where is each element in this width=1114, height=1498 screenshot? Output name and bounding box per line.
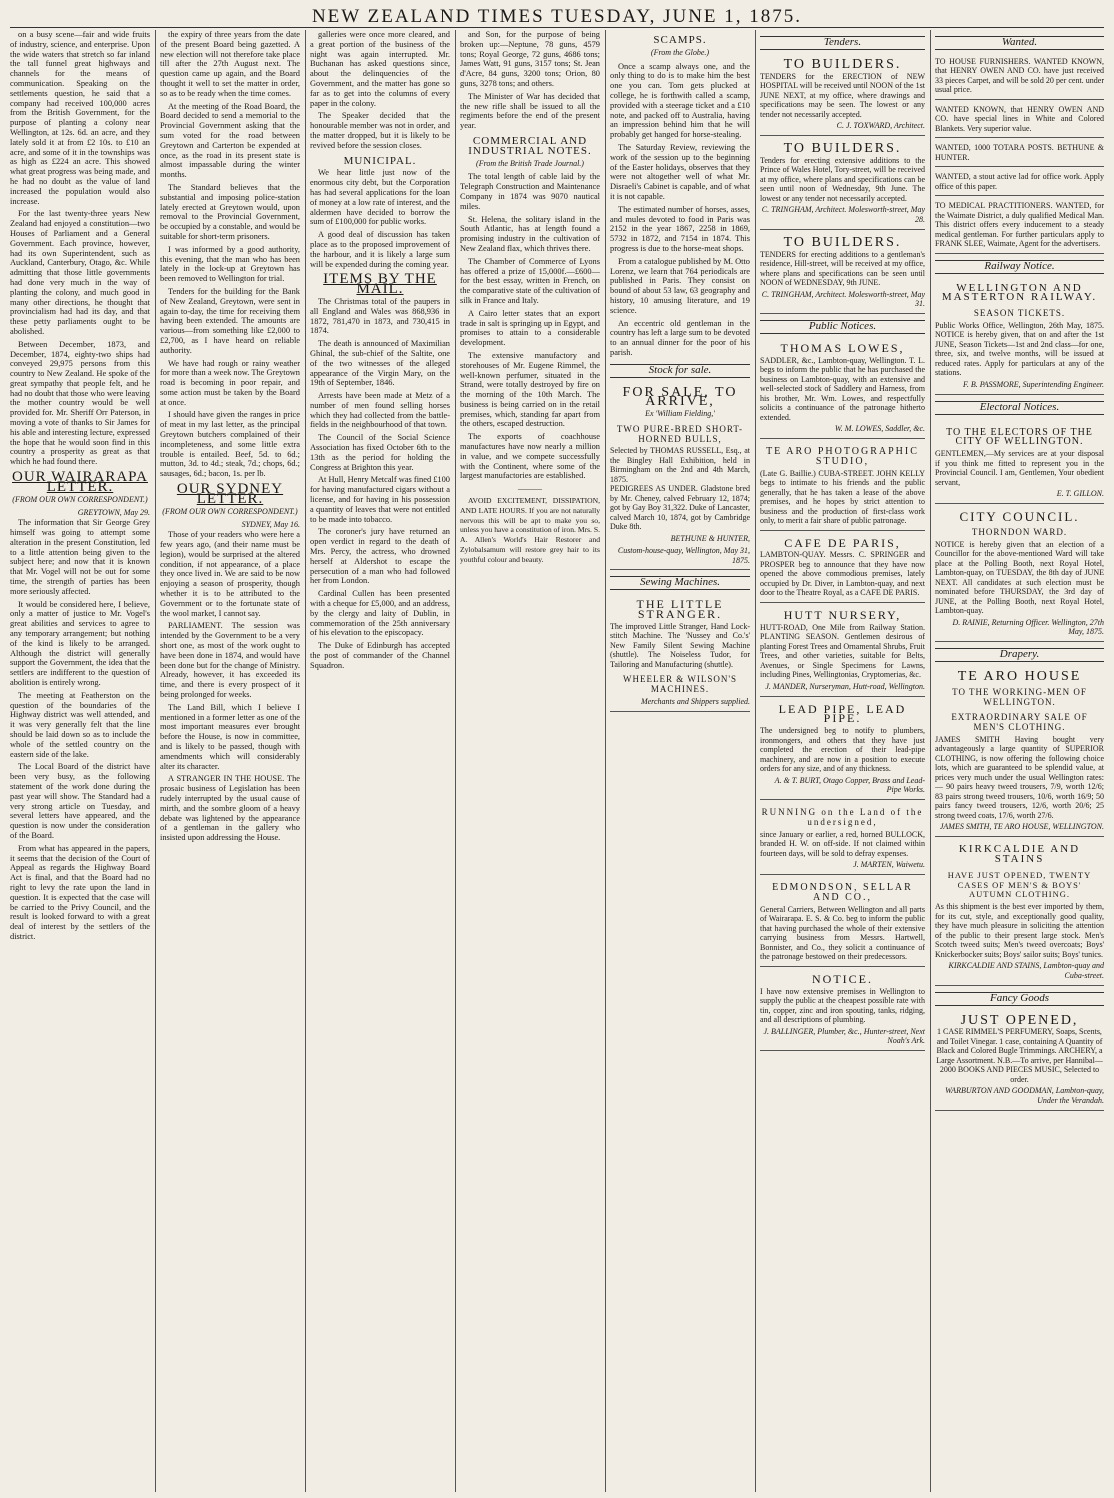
public-notice <box>760 533 925 603</box>
public-notice <box>760 605 925 697</box>
column-7 <box>935 30 1104 1492</box>
col1-letter-paragraph: The meeting at Featherston on the question of the boundaries of the Highway district was well attended, and it was very generally felt that the line should be laid down so as to include the whole of the settled country on the eastern side of the lake. <box>10 690 150 759</box>
drapery-ad <box>935 666 1104 837</box>
stock-for-sale-section: Stock for sale. <box>610 364 750 378</box>
tender-ad <box>760 138 925 230</box>
col5-paragraph: From a catalogue published by M. Otto Lorenz, we learn that 764 periodicals are published in Paris. They consist on bound of about 53 law, 63 geography and history, 10 amusing literature, and 19 science. <box>610 256 750 315</box>
wanted-ad <box>935 102 1104 139</box>
public-notice-title: RUNNING on the Land of the undersigned, <box>761 807 924 828</box>
kirkcaldie-ad-title: KIRKCALDIE AND STAINS <box>958 843 1081 866</box>
col3-paragraph: galleries were once more cleared, and a great portion of the business of the night was again interrupted. Mr. Buchanan has asked questions since, about the delinquencies of the Government, and the matter has gone so far as to get into the columns of every paper in the colony. <box>310 30 450 108</box>
col1-letter-paragraph: The Local Board of the district have been very busy, as the following statement of the work done during the past year will show. The Standard had a very strong article on Tuesday, and several letters have appeared, and the question is now under the consideration of the Board. <box>10 762 150 840</box>
kirkcaldie-ad-body: As this shipment is the best ever imported by them, for its cut, style, and exceptionally good quality, they have much pleasure in soliciting the attention of the public to their present large stock. Men's Scotch tweed suits; Men's tweed overcoats; Boys' Knickerbocker suits; Boys' sailor suits; Boys' tunics. <box>935 902 1104 959</box>
col3-paragraph: The Speaker decided that the honourable member was not in order, and the matter dropped, but it is likely to be revived before the session closes. <box>310 111 450 150</box>
public-notice-body: (Late G. Baillie.) CUBA-STREET. JOHN KELLY begs to intimate to his friends and the public generally, that he has taken a lease of the above premises, and he hopes by strict attention to business and the production of first-class work only, to merit a fair share of public patronage. <box>760 468 925 526</box>
tender-ad-title: TO BUILDERS. <box>783 140 902 156</box>
city-council-subtitle: THORNDON WARD. <box>971 526 1068 537</box>
col3-mail-item: The Council of the Social Science Association has fixed October 6th to the 13th as the period for holding the Congress at Brighton this year. <box>310 433 450 472</box>
public-notice-sign: W. M. LOWES, Saddler, &c. <box>834 424 925 434</box>
col3-mail-item: The Christmas total of the paupers in all England and Wales was 868,936 in 1872, 781,470 in 1873, and 730,415 in 1874. <box>310 296 450 336</box>
col2-letter-paragraph: A STRANGER IN THE HOUSE. The prosaic business of Legislation has been rudely interrupted by the usual cause of mirth, and the sombre gloom of a heavy debate was lightened by the appearance of a gentleman in the gallery who insisted upon addressing the House. <box>160 774 300 843</box>
kirkcaldie-ad <box>935 839 1104 986</box>
electoral-ad-title: TO THE ELECTORS OF THE CITY OF WELLINGTON. <box>946 426 1093 448</box>
col4-note: The Chamber of Commerce of Lyons has offered a prize of 15,000f.—£600—for the best essay, written in French, on the comparative state of the cultivation of silk in France and Italy. <box>460 256 600 305</box>
col3-mail-item: The coroner's jury have returned an open verdict in regard to the death of Mrs. Percy, the actress, who drowned herself at Aldershot to escape the persecution of a man who had followed her from London. <box>310 527 450 586</box>
col1-paragraphs <box>10 30 150 467</box>
tender-ad-title: TO BUILDERS. <box>783 56 902 72</box>
masthead: NEW ZEALAND TIMES TUESDAY, JUNE 1, 1875. <box>311 6 803 27</box>
fancy-goods-title: JUST OPENED, <box>960 1012 1079 1028</box>
public-notice-title: TE ARO PHOTOGRAPHIC STUDIO, <box>766 446 919 467</box>
stock-advertisement <box>610 382 750 571</box>
col4-note: A Cairo letter states that an export trade in salt is springing up in Egypt, and promises to attain to a considerable development. <box>460 308 600 348</box>
column-2 <box>160 30 300 1492</box>
public-notice-title: NOTICE. <box>812 971 873 986</box>
drapery-ad-subtitle: TO THE WORKING-MEN OF WELLINGTON. <box>952 686 1087 707</box>
railway-ad-body: Public Works Office, Wellington, 26th May, 1875. NOTICE is hereby given, that on and after the 1st JUNE, Season Tickets—1st and 2nd class—for one, three, six, and twelve months, will be issued at reduced rates. Apply for particulars at any of the stations. <box>935 320 1104 378</box>
tenders-section: Tenders. <box>760 36 925 50</box>
railway-ad-title: WELLINGTON AND MASTERTON RAILWAY. <box>941 281 1098 304</box>
fancy-goods-sign: WARBURTON AND GOODMAN, Lambton-quay, Under the Verandah. <box>945 1086 1104 1106</box>
drapery-section: Drapery. <box>935 648 1104 662</box>
wanted-ad <box>935 54 1104 100</box>
col1-letter-paragraph: From what has appeared in the papers, it seems that the decision of the Court of Appeal as regards the Highway Board Act is final, and that the Board had no right to levy the rate upon the land in question. It is expected that the case will be carried to the Privy Council, and the result is looked forward to with a great deal of interest by the settlers of the district. <box>10 843 150 941</box>
col3-mail-item: The death is announced of Maximilian Ghinal, the sub-chief of the Saltite, one of the two witnesses of the alleged appearance of the Virgin Mary, on the 19th of September, 1846. <box>310 339 450 388</box>
public-notice <box>760 441 925 531</box>
public-notice-title: CAFE DE PARIS, <box>784 535 901 550</box>
drapery-ad-body: JAMES SMITH Having bought very advantageously a large quantity of SUPERIOR CLOTHING, is now offering the following choice lots, which are guaranteed to be splendid value, at prices very much under the usual Wellington rates:— 90 pairs heavy tweed trousers, 7/9, worth 12/6; 83 pairs strong tweed trousers, 10/6, worth 16/9; 50 pairs fancy tweed trousers, 12/6, worth 20/6; 25 strong tweed coats, 17/6, worth 27/6. <box>935 734 1104 820</box>
wairarapa-dateline: GREYTOWN, May 29. <box>77 508 150 518</box>
column-4: and Son, for the purpose of being broken up:—Neptune, 78 guns, 4579 tons; Royal George, 72 guns, 4686 tons; James Watt, 91 guns, 3157 tons; St. Jean d'Acre, 84 guns, 3200 tons; Orion, 80 guns, 3278 tons; and others. The Minister of War has decided that the new rifle shall be issued to all the regiments before the end of the present year. COMMERCIAL AND INDUSTRIAL NOTES. (From the British Trade Journal.) The total length of cable laid by the Telegraph Construction and Maintenance Company in 1874 was 9070 nautical miles. St. Helena, the solitary island in the South Atlantic, has at length found a promising industry in the cultivation of New Zealand flax, which thrives there. The Chamber of Commerce of Lyons has offered a prize of 15,000f.—£600—for the best essay, written in French, on the comparative state of the cultivation of silk in France and Italy. A Cairo letter states that an export trade in salt is springing up in Egypt, and promises to attain to a considerable development. The extensive manufactory and storehouses of Mr. Eugene Rimmel, the well-known perfumer, situated in the Strand, were totally destroyed by fire on the morning of the 10th March. The business is being carried on in the retail premises, which, standing far apart from the others, escaped destruction. The exports of coachhouse manufactures have now nearly a million in value, and we compete successfully with the Continent, where some of the largest manufactories are established. ——— AVOID EXCITEMENT, DISSIPATION, AND LATE HOURS. If you are not naturally nervous this will be apt to make you so, unless you have a constitution of iron. Mrs. S. A. Allen's World's Hair Restorer and Zylobalsamum will restore grey hair to its youthful colour and beauty. <box>460 30 600 564</box>
public-notice-sign: J. BALLINGER, Plumber, &c., Hunter-street, Next Noah's Ark. <box>763 1026 925 1046</box>
col3-mail-item: Cardinal Cullen has been presented with a cheque for £5,000, and an address, by the clergy and laity of Dublin, in commemoration of the 25th anniversary of his elevation to the episcopacy. <box>310 589 450 638</box>
col5-paragraph: The estimated number of horses, asses, and mules devoted to food in Paris was 2152 in the year 1867, 2258 in 1869, 5732 in 1872, and 7154 in 1874. This progress is due to the horse-meat shops. <box>610 204 750 253</box>
col3-mail-item: The Duke of Edinburgh has accepted the post of commander of the Channel Squadron. <box>310 641 450 670</box>
col3-municipal-paragraph: We hear little just now of the enormous city debt, but the Corporation has had several applications for the loan of money at a low rate of interest, and the aldermen have decided to borrow the sum of £100,000 for public works. <box>310 168 450 227</box>
tender-ad <box>760 54 925 136</box>
sydney-letter-subheading: (FROM OUR OWN CORRESPONDENT.) <box>162 506 298 516</box>
wanted-ad-body: TO HOUSE FURNISHERS. WANTED KNOWN, that HENRY OWEN AND CO. have just received 33 pieces Carpet, and will be sold 20 per cent. under usual price. <box>935 56 1104 95</box>
col4-note: The exports of coachhouse manufactures have now nearly a million in value, and we compete successfully with the Continent, where some of the largest manufactories are established. <box>460 432 600 481</box>
fancy-goods-section: Fancy Goods <box>935 992 1104 1006</box>
stock-ad-sign: BETHUNE & HUNTER, <box>670 533 750 543</box>
column-divider <box>455 30 456 1492</box>
column-6 <box>760 30 925 1492</box>
scamps-heading: SCAMPS. <box>653 34 707 46</box>
col5-paragraph: An eccentric old gentleman in the country has left a large sum to be devoted to an annual dinner for the poor of his parish. <box>610 318 750 357</box>
wanted-section: Wanted. <box>935 36 1104 50</box>
sewing-ad-title: THE LITTLE STRANGER. <box>636 597 724 621</box>
commercial-notes-subheading: (From the British Trade Journal.) <box>476 158 584 168</box>
wanted-ad-body: WANTED, a stout active lad for office work. Apply office of this paper. <box>935 172 1104 191</box>
sydney-dateline: SYDNEY, May 16. <box>241 520 300 530</box>
public-notice <box>760 877 925 967</box>
public-notice-title: HUTT NURSERY, <box>783 607 902 622</box>
column-divider <box>755 30 756 1492</box>
column-5 <box>610 30 750 1492</box>
electoral-ad-sign: E. T. GILLON. <box>1056 489 1104 499</box>
tender-ad-sign: C. TRINGHAM, Architect. Molesworth-street, May 28. <box>761 205 925 224</box>
public-notice-body: since January or earlier, a red, horned BULLOCK, branded H. W. on off-side. If not claimed within fourteen days, will be sold to defray expenses. <box>760 829 925 858</box>
tender-ad-body: TENDERS for erecting additions to a gentleman's residence, Hill-street, will be received at my office, where plans and specifications can be seen until NOON of WEDNESDAY, 9th JUNE. <box>760 249 925 288</box>
public-notices-section: Public Notices. <box>760 320 925 334</box>
masthead-rule <box>10 27 1104 28</box>
wanted-ad <box>935 169 1104 196</box>
column-divider <box>305 30 306 1492</box>
stock-ad-ship: Ex 'William Fielding,' <box>645 409 715 419</box>
public-notice-body: I have now extensive premises in Wellington to supply the public at the cheapest possible rate with tin, copper, zinc and iron spouting, tanks, ridging, and all descriptions of plumbing. <box>760 986 925 1025</box>
railway-notice-section: Railway Notice. <box>935 260 1104 274</box>
col2-paragraph: At the meeting of the Road Board, the Board decided to send a memorial to the Provincial Government asking that the sum voted for the road between Greytown and Carterton be expended at once, as the road in its present state is almost impassable during the winter months. <box>160 101 300 180</box>
col5-paragraph: The Saturday Review, reviewing the work of the session up to the beginning of the Easter holidays, observes that they were not altogether well of what Mr. Disraeli's Cabinet is capable, and of what it is not capable. <box>610 142 750 201</box>
stock-ad-bulls: TWO PURE-BRED SHORT-HORNED BULLS, <box>616 423 744 444</box>
sewing-ad-sign: WHEELER & WILSON'S MACHINES. <box>623 674 737 695</box>
col1-paragraph: Between December, 1873, and December, 1874, eighty-two ships had conveyed 29,975 persons from this country to New Zealand. He spoke of the great sympathy that people felt, and he had no doubt that those who were leaving the mother country would be well provided for. Mr. Sheriff Orr Paterson, in moving a vote of thanks to Sir James for his able and interesting lecture, expressed the hope that he would soon find in this country a prosperity as great as that which he had found there. <box>10 339 150 467</box>
sewing-ad-body: The improved Little Stranger, Hand Lock-stitch Machine. The 'Nussey and Co.'s' New Family Silent Sewing Machine (shuttle). The Noiseless Tudor, for Tailoring and Manufacturing (shuttle). <box>610 621 750 669</box>
fancy-goods-body: 1 CASE RIMMEL'S PERFUMERY, Soaps, Scents, and Toilet Vinegar. 1 case, containing A Quantity of Black and Colored Bugle Trimmings. ARCHERY, a Large Assortment. N.B.—To arrive, per Hannibal— 2000 BOOKS AND PIECES MUSIC, Selected to order. <box>936 1027 1103 1084</box>
drapery-ad-title: TE ARO HOUSE <box>957 668 1082 684</box>
col2-paragraph: the expiry of three years from the date of the present Board being gazetted. A new election will not therefore take place till after the 27th August next. The question came up again, and the Board thought it well to set the matter in order, so as to be ready when the time comes. <box>160 30 300 98</box>
sydney-letter-heading: OUR SYDNEY LETTER. <box>176 481 284 507</box>
wanted-ad-body: WANTED KNOWN, that HENRY OWEN AND CO. have special lines in White and Colored Blankets. Very superior value. <box>935 104 1104 133</box>
public-notice-body: General Carriers, Between Wellington and all parts of Wairarapa. E. S. & Co. beg to inform the public that having purchased the whole of their extensive carrying business from Messrs. Hartwell, Bonnister, and Co., they solicit a continuance of the patronage bestowed on their predecessors. <box>760 904 925 962</box>
railway-ad-sign: F. B. PASSMORE, Superintending Engineer. <box>962 379 1104 389</box>
drapery-ad-sign: JAMES SMITH, TE ARO HOUSE, WELLINGTON. <box>939 822 1104 832</box>
public-notice-title: EDMONDSON, SELLAR AND CO., <box>772 882 913 903</box>
stock-ad-pedigrees: PEDIGREES AS UNDER. Gladstone bred by Mr. Cheney, calved February 12, 1874; got by Gay Boy 31,322. Duke of Lancaster, calved March 10, 1874, got by Cambridge Duke 8th. <box>610 484 750 532</box>
railway-ad-subtitle: SEASON TICKETS. <box>973 308 1066 319</box>
railway-ad <box>935 278 1104 395</box>
wanted-ad-body: WANTED, 1000 TOTARA POSTS. BETHUNE & HUNTER. <box>935 143 1104 162</box>
public-notice-sign: J. MANDER, Nurseryman, Hutt-road, Wellington. <box>765 681 925 691</box>
col4-paragraph: The Minister of War has decided that the new rifle shall be issued to all the regiments before the end of the present year. <box>460 91 600 131</box>
city-council-ad <box>935 506 1104 642</box>
sewing-ad-note: Merchants and Shippers supplied. <box>640 696 750 706</box>
city-council-sign: D. RAINIE, Returning Officer. Wellington, 27th May, 1875. <box>952 617 1104 637</box>
tender-ad-body: TENDERS for the ERECTION of NEW HOSPITAL will be received until NOON of the 1st JUNE NEXT, at my office, where drawings and specifications may be seen. The lowest or any tender not necessarily accepted. <box>760 71 925 119</box>
col2-paragraph: The Standard believes that the substantial and imposing police-station lately erected at Greytown would, upon removal to the Provincial Government, be occupied by a constable, and would be suitable for short-term prisoners. <box>160 182 300 241</box>
col2-letter-paragraph: Those of your readers who were here a few years ago, (and their name must be legion), would be surprised at the altered condition, if not appearance, of a place they once lived in. We are said to be now enjoying a season of prosperity, though whether it is to be attributed to the Government or to the fortunate state of the wool market, I cannot say. <box>160 530 300 618</box>
commercial-notes-heading: COMMERCIAL AND INDUSTRIAL NOTES. <box>468 134 592 157</box>
public-notice-sign: A. & T. BURT, Otago Copper, Brass and Lead-Pipe Works. <box>774 775 925 795</box>
tender-ad-sign: C. TRINGHAM, Architect. Molesworth-street, May 31. <box>761 289 925 309</box>
public-notice <box>760 969 925 1051</box>
public-notice-body: The undersigned beg to notify to plumbers, ironmongers, and others that they have just completed the erection of their lead-pipe machinery, and are now in a position to execute orders for any size, and of any thickness. <box>760 726 925 774</box>
public-notice <box>760 699 925 801</box>
public-notice-body: HUTT-ROAD, One Mile from Railway Station. PLANTING SEASON. Gentlemen desirous of planting Forest Trees and Ornamental Shrubs, Fruit Trees, and other varieties, suitable for Belts, Avenues, or Single Specimens for Lawns, including Pines, Wellingtonias, Cryptomerias, &c. <box>760 622 925 680</box>
sewing-advertisement <box>610 594 750 711</box>
column-divider <box>605 30 606 1492</box>
electoral-notices-section: Electoral Notices. <box>935 401 1104 415</box>
city-council-title: CITY COUNCIL. <box>959 508 1080 524</box>
stock-ad-body: Selected by THOMAS RUSSELL, Esq., at the Bingley Hall Exhibition, held in Birmingham on the 2nd and 4th March, 1875. <box>610 446 750 484</box>
wanted-ad-body: TO MEDICAL PRACTITIONERS. WANTED, for the Waimate District, a duly qualified Medical Man. This district offers every inducement to a steady medical gentleman. For further particulars apply to FRANK SLEE, Waimate, Agent for the advertisers. <box>935 201 1104 249</box>
stock-ad-address: Custom-house-quay, Wellington, May 31, 1875. <box>617 545 750 565</box>
column-divider <box>930 30 931 1492</box>
col3-mail-item: At Hull, Henry Metcalf was fined £100 for having manufactured cigars without a license, and for having in his possession a quantity of leaves that were not entitled to be made into tobacco. <box>310 475 450 524</box>
column-divider <box>155 30 156 1492</box>
col4-paragraph: and Son, for the purpose of being broken up:—Neptune, 78 guns, 4579 tons; Royal George, 72 guns, 4686 tons; James Watt, 91 guns, 3157 tons; St. Jean d'Acre, 84 guns, 3200 tons; Orion, 80 guns, 3278 tons; and others. <box>460 30 600 88</box>
tender-ad-title: TO BUILDERS. <box>783 234 902 250</box>
scamps-subheading: (From the Globe.) <box>650 47 710 57</box>
wairarapa-letter-heading: OUR WAIRARAPA LETTER. <box>12 469 148 495</box>
col2-letter-paragraph: PARLIAMENT. The session was intended by the Government to be a very short one, as most of the work ought to have been done in 1874, and would have been done but for the change of Ministry. Already, however, it has exceeded its time, and there is every prospect of it being prolonged for weeks. <box>160 621 300 699</box>
public-notice-body: SADDLER, &c., Lambton-quay, Wellington. T. L. begs to inform the public that he has purchased the business on Lambton-quay, with an extensive and well-selected stock of Saddlery and Harness, from his brother, Mr. Wm. Lowes, and respectfully solicits a continuance of the patronage hitherto extended. <box>760 355 925 422</box>
items-by-mail-heading: ITEMS BY THE MAIL. <box>323 271 437 298</box>
col4-note: The extensive manufactory and storehouses of Mr. Eugene Rimmel, the well-known perfumer, situated in the Strand, were totally destroyed by fire on the morning of the 10th March. The business is being carried on in the retail premises, which, standing far apart from the others, escaped destruction. <box>460 350 600 429</box>
public-notice <box>760 802 925 875</box>
tender-ad-body: Tenders for erecting extensive additions to the Prince of Wales Hotel, Tory-street, will be received at my office, where plans and specifications can be seen until noon of Wednesday, 9th June. The lowest or any tender not necessarily accepted. <box>760 155 925 203</box>
public-notice <box>760 338 925 439</box>
col2-paragraph: I was informed by a good authority, this evening, that the man who has been lately in the lock-up at Greytown has been removed to Wellington for trial. <box>160 244 300 284</box>
column-1 <box>10 30 150 1492</box>
col2-paragraph: Tenders for the building for the Bank of New Zealand, Greytown, were sent in again to-day, the time for receiving them having been extended. The amounts are various—from something like £2,000 to £2,700, as I have heard on reliable authority. <box>160 286 300 355</box>
city-council-body: NOTICE is hereby given that an election of a Councillor for the above-mentioned Ward will take place at the Polling Booth, next Royal Hotel, Lambton-quay, on TUESDAY, the 8th day of JUNE NEXT. All candidates at such election must be nominated before THURSDAY, the 3rd day of JUNE, at the Polling Booth, next Royal Hotel, Lambton-quay. <box>935 539 1104 616</box>
electoral-ad-body: GENTLEMEN,—My services are at your disposal if you think me fitted to represent you in the Provincial Council. I am, Gentlemen, Your obedient servant, <box>935 449 1104 487</box>
public-notice-title: LEAD PIPE, LEAD PIPE. <box>778 701 907 726</box>
wanted-ad <box>935 198 1104 254</box>
public-notice-sign: J. MARTEN, Waiwetu. <box>853 860 925 870</box>
wairarapa-letter-subheading: (FROM OUR OWN CORRESPONDENT.) <box>12 494 148 504</box>
tender-ad <box>760 232 925 314</box>
col2-letter-paragraph: The Land Bill, which I believe I mentioned in a former letter as one of the most important measures ever brought before the House, is now in committee, and is likely to be passed, though with amendments which will considerably alter its character. <box>160 702 300 771</box>
col1-paragraph: on a busy scene—fair and wide fruits of industry, science, and enterprise. Upon the wide waters that stretch so far inland the tall funnel great highways and channels for the means of communication. Speaking on the settlements question, he said that a company had received 100,000 acres from the British Government, for the purpose of planting a colony near Wellington, at 12s. 6d. an acre, and they lately sold it at from £2 10s. to £10 an acre, and some of it in the townships was as high as £224 an acre. This showed what great progress was being made, and he had no doubt as the value of land increased the population would also increase. <box>10 30 150 206</box>
municipal-heading: MUNICIPAL. <box>343 154 417 167</box>
col3-municipal-paragraph: A good deal of discussion has taken place as to the proposed improvement of the harbour, and it is likely a large sum will be expended during the coming year. <box>310 230 450 269</box>
sewing-machines-section: Sewing Machines. <box>610 576 750 590</box>
col4-note: St. Helena, the solitary island in the South Atlantic, has at length found a promising industry in the cultivation of New Zealand flax, which thrives there. <box>460 214 600 253</box>
kirkcaldie-ad-subtitle: HAVE JUST OPENED, TWENTY CASES OF MEN'S & BOYS' AUTUMN CLOTHING. <box>947 869 1092 900</box>
col5-paragraph: Once a scamp always one, and the only thing to do is to make him the best one you can. Tom gets plucked at college, he is forthwith called a scamp, provided with a steerage ticket and a £10 note, and packed off to Australia, having an impression behind him that he will probably get hanged for horse-stealing. <box>610 61 750 140</box>
electoral-ad <box>935 419 1104 504</box>
public-notice-title: THOMAS LOWES, <box>780 340 905 355</box>
drapery-ad-subtitle-2: EXTRAORDINARY SALE OF MEN'S CLOTHING. <box>951 712 1088 733</box>
col1-paragraph: For the last twenty-three years New Zealand had enjoyed a constitution—two Houses of Parliament and a General Government. Each province, however, had its own Superintendent, such as Auckland, Canterbury, Otago, &c. While admitting that those little governments had done very much in the way of planting the colony, and much good in many other directions, he thought that provincialism had had its day, and that these petty parliaments ought to be abolished. <box>10 209 150 336</box>
wanted-ad <box>935 140 1104 167</box>
column-3 <box>310 30 450 1492</box>
col4-advertisement: AVOID EXCITEMENT, DISSIPATION, AND LATE HOURS. If you are not naturally nervous this will be apt to make you so, unless you have a constitution of iron. Mrs. S. A. Allen's World's Hair Restorer and Zylobalsamum will restore grey hair to its youthful colour and beauty. <box>460 496 600 564</box>
kirkcaldie-ad-sign: KIRKCALDIE AND STAINS, Lambton-quay and Cuba-street. <box>948 961 1104 981</box>
stock-ad-title: FOR SALE, TO ARRIVE, <box>622 384 738 410</box>
col4-note: The total length of cable laid by the Telegraph Construction and Maintenance Company in 1874 was 9070 nautical miles. <box>460 172 600 211</box>
col2-paragraph: We have had rough or rainy weather for more than a week now. The Greytown road is becoming in poor repair, and some action must be taken by the Board at once. <box>160 358 300 407</box>
public-notice-body: LAMBTON-QUAY. Messrs. C. SPRINGER and PROSPER beg to announce that they have now opened the above commodious premises, lately occupied by Dr. Diver, in Lambton-quay, and next door to the Theatre Royal, as a CAFE DE PARIS. <box>760 550 925 598</box>
tender-ad-sign: C. J. TOXWARD, Architect. <box>836 121 925 131</box>
col1-letter-paragraph: It would be considered here, I believe, only a matter of justice to Mr. Vogel's great abilities and services to agree to any temporary arrangement; but nothing of the kind is likely to be arranged. Although the district will generally support the Government, the idea that the settlers are indifferent to the question of abolition is entirely wrong. <box>10 599 150 687</box>
col1-letter-paragraph: The information that Sir George Grey himself was going to attempt some alteration in the present Constitution, led to a little attention being given to the subject here; and now that it is known that Mr. Vogel will not be out for some time, the strength of parties has been more seriously affected. <box>10 518 150 596</box>
fancy-goods-ad <box>935 1010 1104 1111</box>
col3-mail-item: Arrests have been made at Metz of a number of men found selling horses which they had collected from the battle-fields in the neighbourhood of that town. <box>310 391 450 430</box>
col2-paragraph: I should have given the ranges in price of meat in my last letter, as the principal Greytown butchers complained of their incompleteness, and some little extra trouble is entailed. Beef, 5d. to 6d.; mutton, 3d. to 4d.; steak, 7d.; chops, 6d.; sausages, 6d.; bacon, 1s. per lb. <box>160 410 300 479</box>
